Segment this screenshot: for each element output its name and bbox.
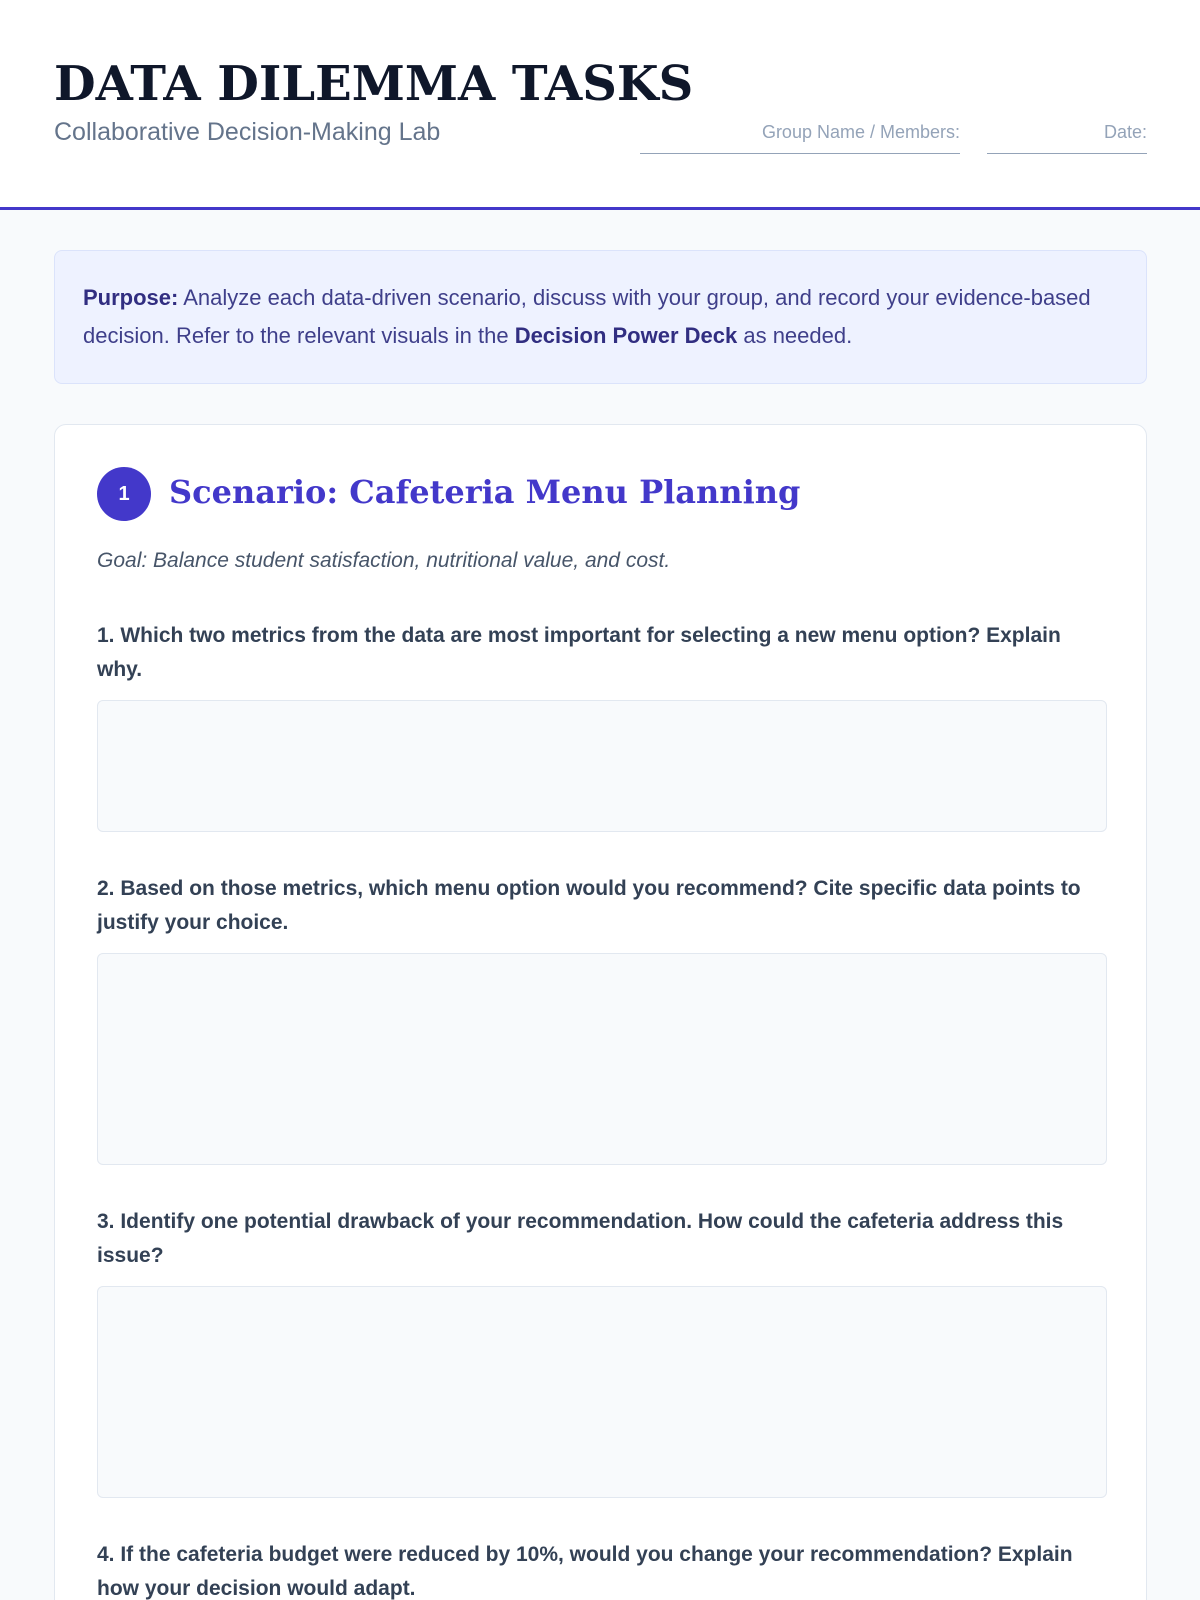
group-name-field[interactable]: Group Name / Members:	[640, 118, 960, 154]
page-subtitle: Collaborative Decision-Making Lab	[54, 118, 441, 146]
question-1: 1. Which two metrics from the data are most important for selecting a new menu option? Explain why.	[97, 624, 1061, 681]
page-title: DATA DILEMMA TASKS	[54, 56, 694, 112]
deck-name: Decision Power Deck	[514, 323, 738, 348]
scenario-card	[54, 424, 1147, 1600]
question-3: 3. Identify one potential drawback of your recommendation. How could the cafeteria address this issue?	[97, 1210, 1064, 1267]
question-2: 2. Based on those metrics, which menu option would you recommend? Cite specific data points to justify your choice.	[97, 877, 1081, 934]
page-header	[0, 0, 1200, 210]
answer-box-1[interactable]	[97, 700, 1107, 832]
purpose-box	[54, 250, 1147, 384]
question-4: 4. If the cafeteria budget were reduced by 10%, would you change your recommendation? Explain how your decision would adapt.	[97, 1543, 1073, 1600]
purpose-text-after: as needed.	[737, 323, 853, 348]
purpose-text-before: Analyze each data-driven scenario, discuss with your group, and record your evidence-based decision. Refer to the relevant visuals in the	[83, 285, 1091, 348]
scenario-goal: Goal: Balance student satisfaction, nutritional value, and cost.	[97, 549, 671, 572]
purpose-label: Purpose:	[83, 285, 179, 310]
scenario-number-badge: 1	[97, 467, 151, 521]
answer-box-2[interactable]	[97, 953, 1107, 1165]
answer-box-3[interactable]	[97, 1286, 1107, 1498]
scenario-title: Scenario: Cafeteria Menu Planning	[169, 473, 801, 511]
date-field[interactable]: Date:	[987, 118, 1147, 154]
